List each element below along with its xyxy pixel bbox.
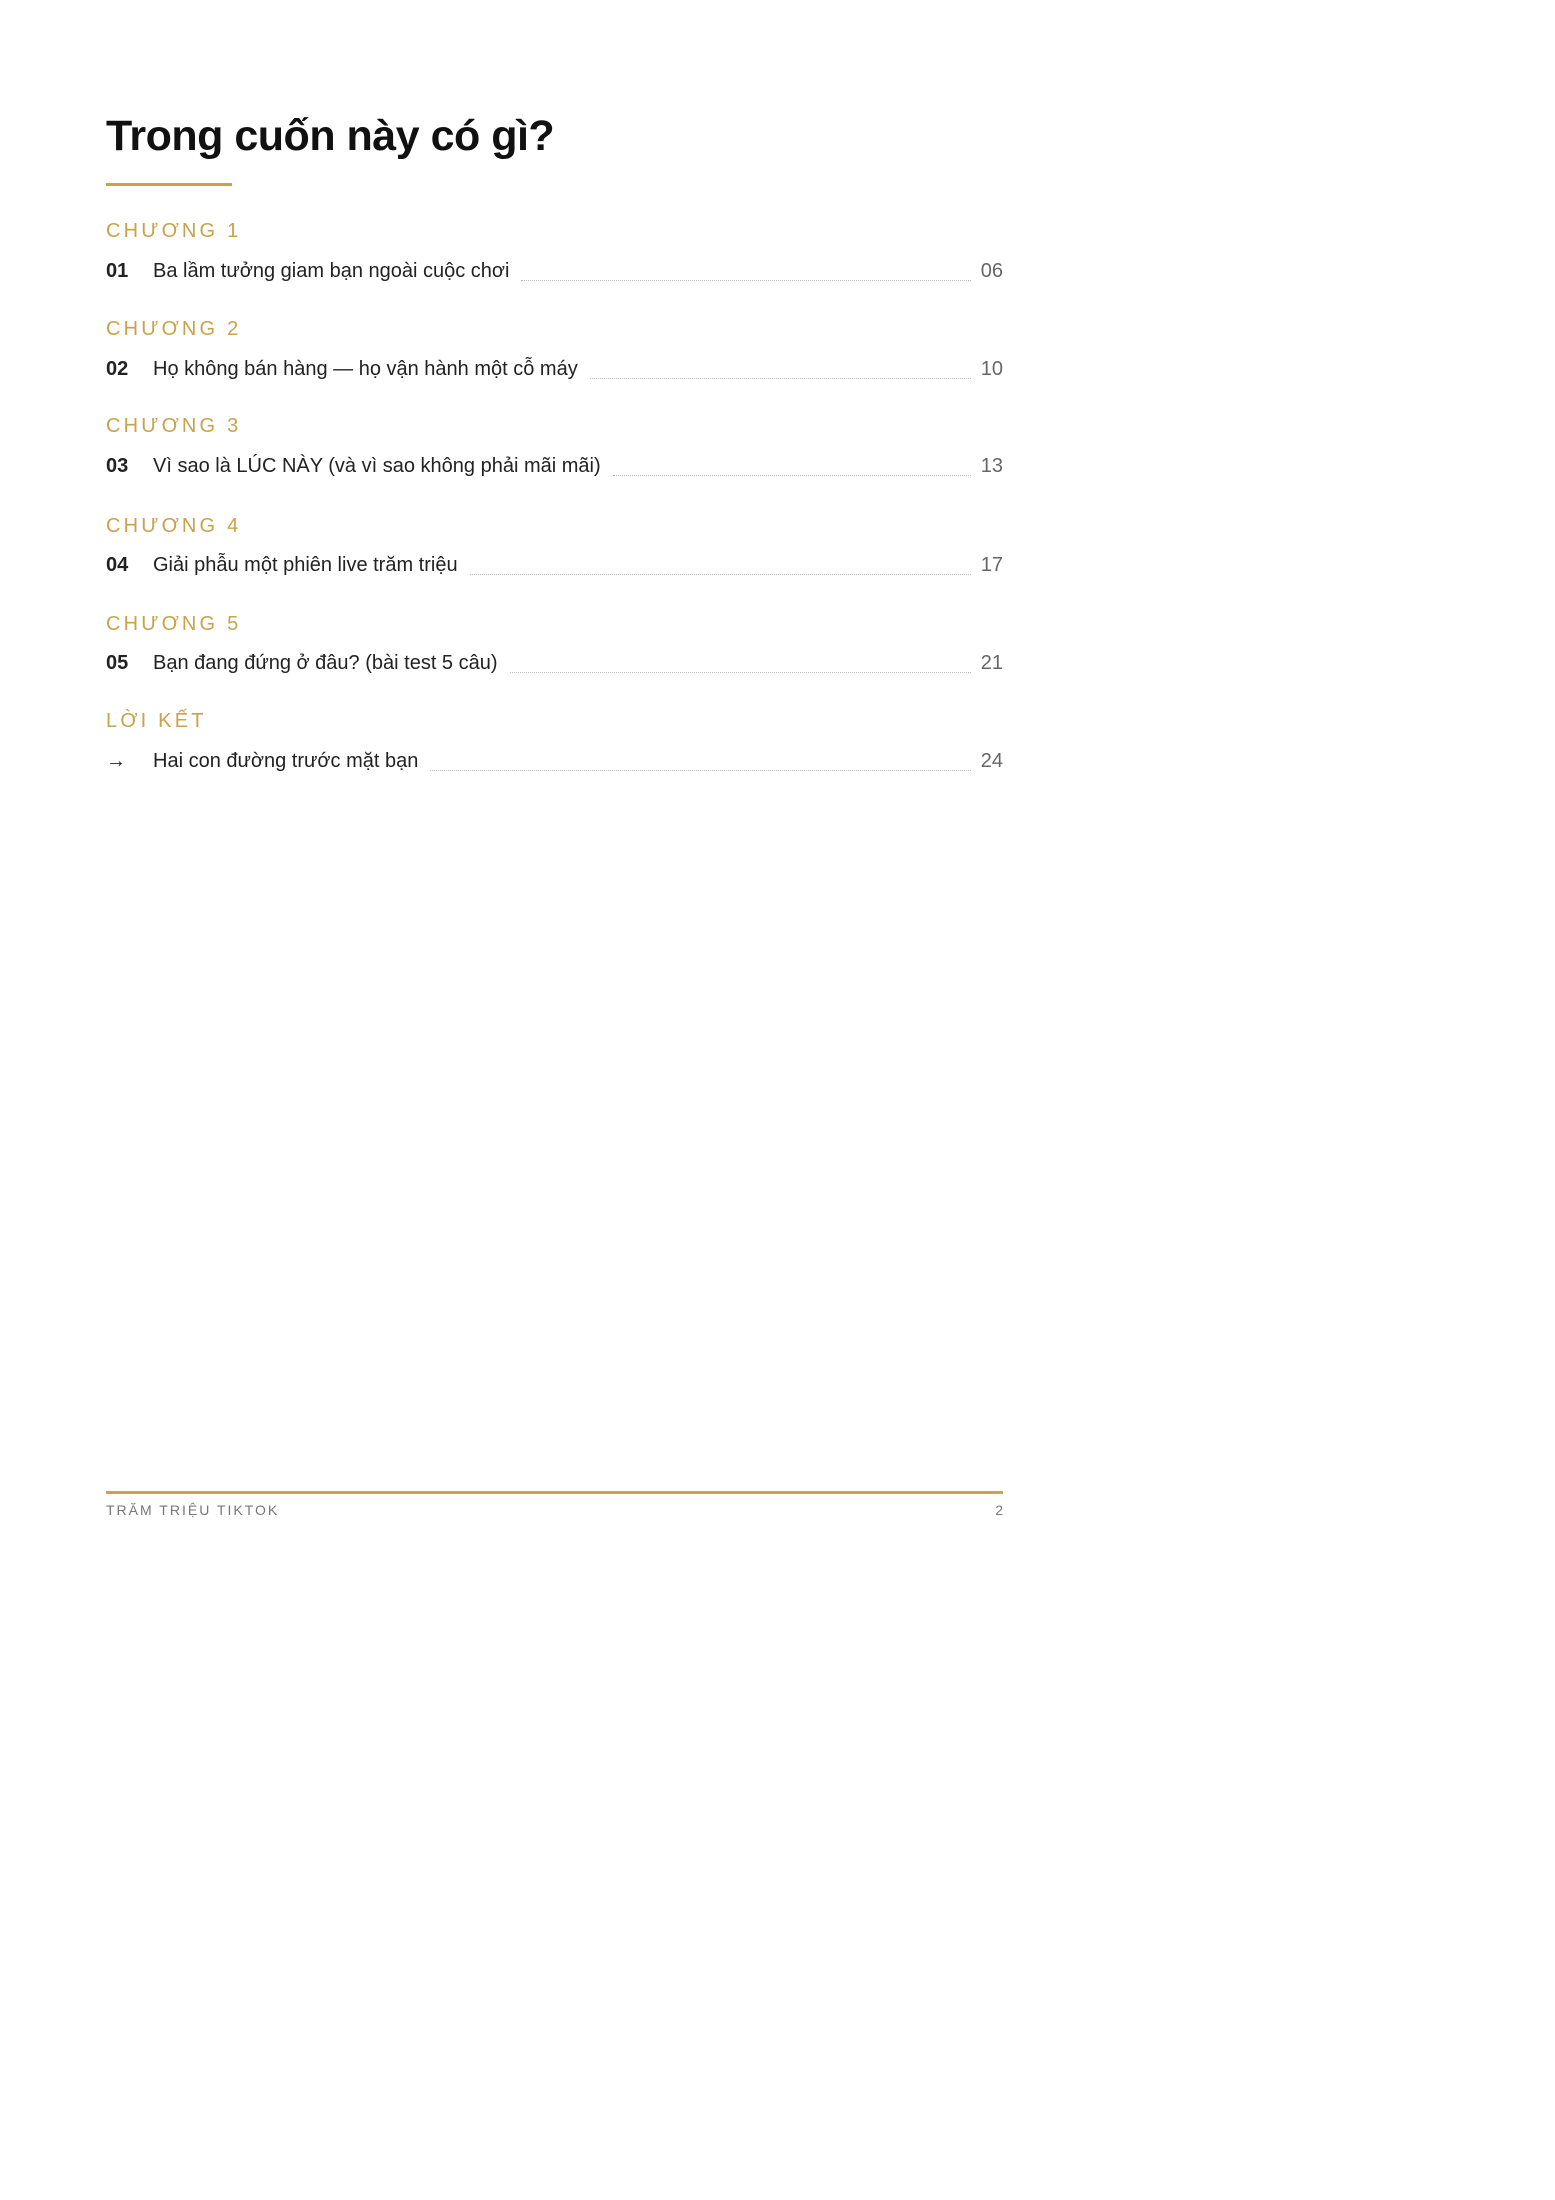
dot-leader	[590, 377, 971, 379]
chapter-label: CHƯƠNG 1	[106, 220, 242, 242]
entry-number: 01	[106, 260, 129, 282]
page-title: Trong cuốn này có gì?	[106, 112, 555, 160]
entry-page: 17	[980, 554, 1003, 576]
entry-title: Hai con đường trước mặt bạn	[153, 750, 419, 772]
dot-leader	[470, 573, 971, 575]
chapter-label: LỜI KẾT	[106, 710, 207, 732]
toc-entry[interactable]	[106, 650, 1003, 676]
footer-rule	[106, 1491, 1003, 1494]
entry-number: 03	[106, 455, 129, 477]
title-underline	[106, 183, 232, 186]
entry-number: 04	[106, 554, 129, 576]
footer-book-title: TRĂM TRIỆU TIKTOK	[106, 1502, 280, 1518]
dot-leader	[521, 279, 970, 281]
toc-entry[interactable]	[106, 748, 1003, 774]
chapter-label: CHƯƠNG 3	[106, 415, 242, 437]
entry-page: 24	[980, 750, 1003, 772]
chapter-label: CHƯƠNG 5	[106, 613, 242, 635]
arrow-icon: →	[106, 750, 126, 772]
dot-leader	[510, 671, 971, 673]
toc-entry[interactable]	[106, 258, 1003, 284]
toc-entry[interactable]	[106, 453, 1003, 479]
chapter-label: CHƯƠNG 2	[106, 318, 242, 340]
dot-leader	[613, 474, 971, 476]
entry-number: 05	[106, 652, 129, 674]
entry-title: Giải phẫu một phiên live trăm triệu	[153, 554, 458, 576]
entry-title: Họ không bán hàng — họ vận hành một cỗ máy	[153, 358, 578, 380]
entry-page: 10	[980, 358, 1003, 380]
entry-number: 02	[106, 358, 129, 380]
entry-title: Bạn đang đứng ở đâu? (bài test 5 câu)	[153, 652, 498, 674]
toc-entry[interactable]	[106, 552, 1003, 578]
entry-page: 21	[980, 652, 1003, 674]
toc-entry[interactable]	[106, 356, 1003, 382]
entry-page: 13	[980, 455, 1003, 477]
chapter-label: CHƯƠNG 4	[106, 515, 242, 537]
entry-title: Ba lầm tưởng giam bạn ngoài cuộc chơi	[153, 260, 510, 282]
entry-title: Vì sao là LÚC NÀY (và vì sao không phải mãi mãi)	[153, 455, 601, 477]
entry-page: 06	[980, 260, 1003, 282]
dot-leader	[430, 769, 970, 771]
footer-page-number: 2	[995, 1502, 1003, 1518]
